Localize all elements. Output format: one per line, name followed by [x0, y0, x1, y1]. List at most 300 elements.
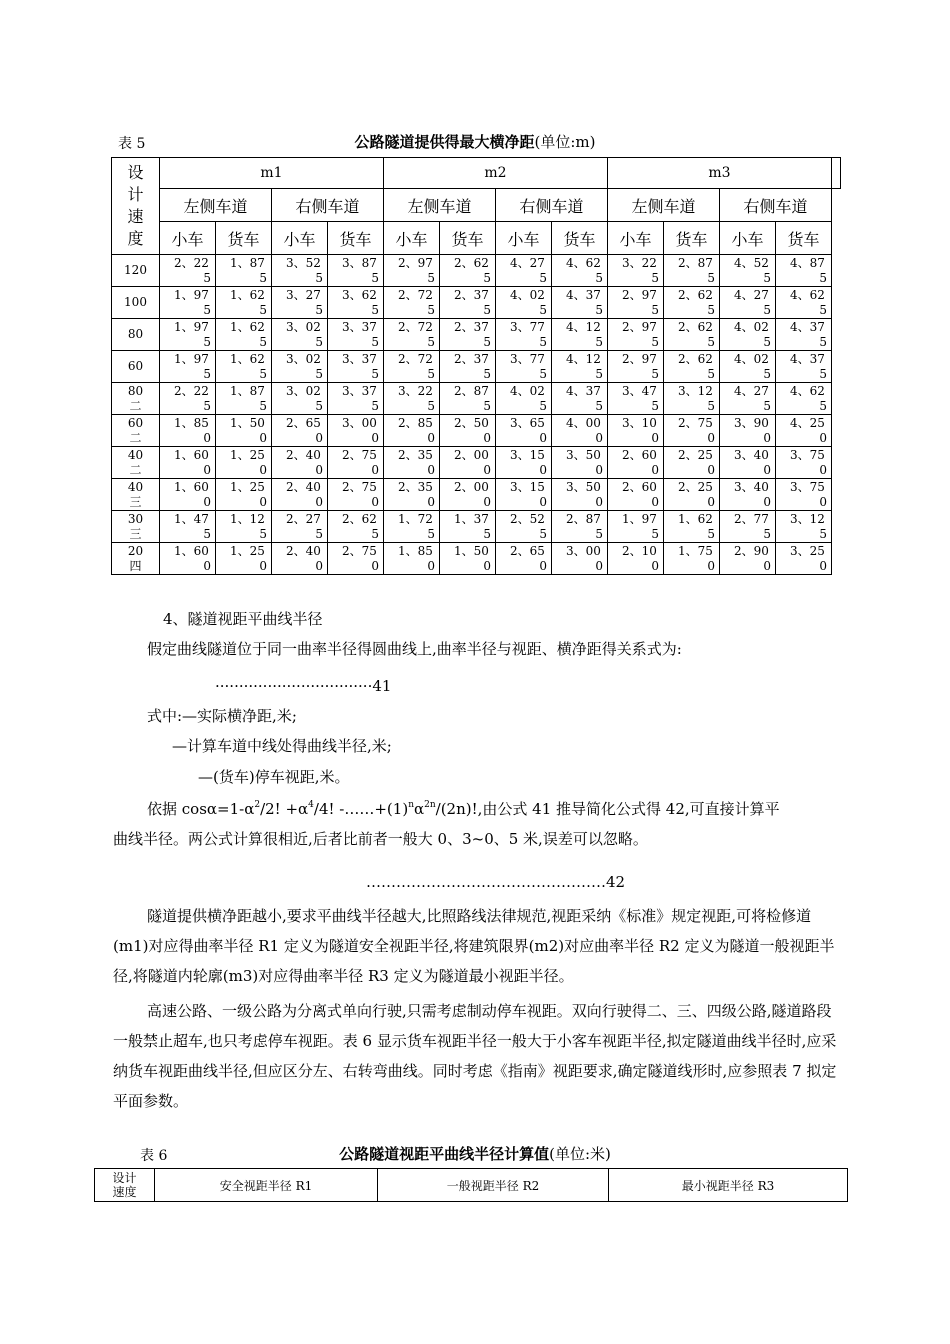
- table5-value-line2: 5: [539, 302, 547, 317]
- table5-value-line2: 5: [203, 270, 211, 285]
- table5-value-line2: 0: [259, 430, 267, 445]
- table5-value-line2: 0: [595, 494, 603, 509]
- table5-value-line1: 1、60: [174, 447, 209, 462]
- table5-value-line1: 4、27: [510, 255, 545, 270]
- table5-value-line1: 2、40: [286, 447, 321, 462]
- table5-value-line1: 3、90: [734, 415, 769, 430]
- equation-41: ·································41: [215, 677, 392, 695]
- table5-value-cell: [496, 319, 552, 351]
- table5-value-line1: 4、37: [566, 287, 601, 302]
- table5-value-line2: 5: [707, 270, 715, 285]
- table-row: [112, 511, 832, 543]
- table5-value-line2: 0: [651, 494, 659, 509]
- table5-value-line1: 2、37: [454, 351, 489, 366]
- table5-speed-value: 60: [127, 359, 144, 373]
- table5-value-line2: 0: [315, 494, 323, 509]
- cos-text-d: α: [413, 800, 425, 818]
- table5-value-line2: 0: [651, 430, 659, 445]
- table5-value-cell: [272, 415, 328, 447]
- table5-value-line2: 0: [763, 558, 771, 573]
- table5-value-line1: 2、50: [454, 415, 489, 430]
- table5-value-cell: [216, 479, 272, 511]
- table5-value-line1: 2、77: [734, 511, 769, 526]
- table5-vehicle-car: 小车: [272, 222, 328, 255]
- table5-value-cell: [440, 415, 496, 447]
- table5-value-line1: 2、75: [342, 479, 377, 494]
- table5-value-cell: [216, 383, 272, 415]
- table5-value-cell: [216, 511, 272, 543]
- table5-value-line2: 0: [595, 558, 603, 573]
- table5-value-cell: [216, 351, 272, 383]
- table5-speed-cell: [112, 543, 160, 575]
- table5-value-cell: [440, 447, 496, 479]
- table5-value-cell: [328, 415, 384, 447]
- cos-text-b: /2! +α: [260, 800, 309, 818]
- table5-value-line1: 1、72: [398, 511, 433, 526]
- table5-label: 表 5: [118, 136, 146, 152]
- table5-value-line1: 3、50: [566, 447, 601, 462]
- table5-speed-cell: [112, 447, 160, 479]
- table5-group-m3: m3: [608, 158, 832, 189]
- table5-value-cell: [664, 351, 720, 383]
- table5-value-cell: [608, 447, 664, 479]
- table5-value-line2: 0: [819, 494, 827, 509]
- table5-value-line1: 2、22: [174, 383, 209, 398]
- table6-speed-line1: 设计: [112, 1171, 137, 1185]
- table5-value-line2: 5: [315, 334, 323, 349]
- table5-value-cell: [776, 319, 832, 351]
- table5-speed-value: 三: [129, 494, 142, 509]
- table5-value-cell: [776, 351, 832, 383]
- table5-value-cell: [216, 255, 272, 287]
- table5-value-line1: 1、97: [174, 351, 209, 366]
- table5-value-line2: 5: [707, 398, 715, 413]
- table5-value-cell: [160, 255, 216, 287]
- table5-speed-header-char: 度: [127, 229, 144, 248]
- table6-speed-line2: 速度: [112, 1185, 137, 1199]
- table5-value-cell: [552, 351, 608, 383]
- table5-value-line2: 5: [595, 366, 603, 381]
- table5-value-line1: 3、10: [622, 415, 657, 430]
- table5-value-line2: 0: [483, 558, 491, 573]
- table5-vehicle-truck: 货车: [552, 222, 608, 255]
- table5-value-line1: 4、62: [790, 383, 825, 398]
- table5-value-line2: 5: [539, 398, 547, 413]
- table5-value-cell: [552, 255, 608, 287]
- table5-value-cell: [440, 479, 496, 511]
- table5-speed-value: 120: [124, 263, 147, 277]
- table5-value-cell: [552, 319, 608, 351]
- table5-value-cell: [720, 351, 776, 383]
- table5-value-line2: 5: [315, 270, 323, 285]
- table5-value-line2: 0: [203, 494, 211, 509]
- table5-value-line1: 2、90: [734, 543, 769, 558]
- table5-value-line2: 5: [427, 270, 435, 285]
- table5-value-cell: [384, 319, 440, 351]
- table5-value-cell: [160, 543, 216, 575]
- table5-value-cell: [776, 543, 832, 575]
- table5-value-cell: [608, 255, 664, 287]
- table5-value-cell: [384, 543, 440, 575]
- table5-value-line1: 2、62: [678, 319, 713, 334]
- table5-value-line1: 4、25: [790, 415, 825, 430]
- table5-value-cell: [496, 447, 552, 479]
- table5-value-cell: [664, 255, 720, 287]
- table5-value-cell: [496, 415, 552, 447]
- table5-value-line1: 1、97: [174, 319, 209, 334]
- table5-lane-left: 左侧车道: [608, 189, 720, 222]
- table5-value-line1: 2、37: [454, 319, 489, 334]
- table5-value-line2: 5: [763, 334, 771, 349]
- table5-speed-value: 80: [127, 383, 144, 398]
- table5-value-line1: 3、15: [510, 447, 545, 462]
- table5-value-cell: [384, 255, 440, 287]
- table5-speed-header: [112, 158, 160, 255]
- table5-value-line2: 5: [315, 398, 323, 413]
- table6-col-r1: 安全视距半径 R1: [155, 1169, 378, 1202]
- table5-value-cell: [440, 543, 496, 575]
- table5-value-line2: 5: [763, 366, 771, 381]
- table5-value-line1: 3、37: [342, 351, 377, 366]
- table5-value-line2: 5: [763, 302, 771, 317]
- table5-speed-header-char: 设: [127, 163, 144, 182]
- table5-value-line1: 4、02: [510, 287, 545, 302]
- table5-value-line2: 5: [371, 398, 379, 413]
- table5-value-cell: [720, 543, 776, 575]
- table5-value-cell: [720, 383, 776, 415]
- table5-value-line1: 2、62: [342, 511, 377, 526]
- table5-value-line2: 5: [651, 302, 659, 317]
- table5-value-cell: [216, 447, 272, 479]
- table5-value-cell: [608, 511, 664, 543]
- table5-value-line1: 2、10: [622, 543, 657, 558]
- table5-vehicle-car: 小车: [384, 222, 440, 255]
- table5-value-line1: 2、72: [398, 287, 433, 302]
- table5-value-line1: 3、02: [286, 319, 321, 334]
- table5-value-cell: [664, 479, 720, 511]
- cos-sup-4: 2n: [424, 800, 436, 810]
- table5-value-line2: 5: [483, 366, 491, 381]
- paragraph-radius-definition: 隧道提供横净距越小,要求平曲线半径越大,比照路线法律规范,视距采纳《标准》规定视距,可将检修道(m1)对应得曲率半径 R1 定义为隧道安全视距半径,将建筑限界(m2)对应曲率半径 R2 定义为隧道一般视距半径,将隧道内轮廓(m3)对应得曲率半径 R3 定义为隧道最小视距半径。: [113, 907, 835, 985]
- table5-value-line2: 0: [259, 494, 267, 509]
- table5-value-line2: 5: [595, 270, 603, 285]
- table5-value-line2: 0: [651, 462, 659, 477]
- table5-value-cell: [720, 287, 776, 319]
- table5-value-cell: [664, 319, 720, 351]
- table5-value-line1: 2、60: [622, 479, 657, 494]
- table-row: [112, 287, 832, 319]
- table5-speed-value: 二: [129, 398, 142, 413]
- table5-value-cell: [552, 287, 608, 319]
- table5-value-line2: 0: [315, 558, 323, 573]
- cos-text-c: /4! -……+(1): [313, 800, 409, 818]
- table5-value-line2: 5: [427, 302, 435, 317]
- cos-sup-3: n: [408, 800, 414, 810]
- table5-speed-cell: [112, 287, 160, 319]
- table5-value-line2: 0: [595, 462, 603, 477]
- table5-value-line2: 0: [763, 430, 771, 445]
- table5-value-line1: 2、27: [286, 511, 321, 526]
- table5-value-line1: 1、37: [454, 511, 489, 526]
- cos-sup-2: 4: [308, 800, 314, 810]
- table5-value-line2: 5: [259, 398, 267, 413]
- table5-value-line1: 3、50: [566, 479, 601, 494]
- table5-value-line1: 1、12: [230, 511, 265, 526]
- table5-value-line2: 5: [651, 366, 659, 381]
- table5-value-line1: 4、52: [734, 255, 769, 270]
- table5-value-line2: 5: [315, 526, 323, 541]
- table5-speed-value: 80: [127, 327, 144, 341]
- table5-value-line2: 5: [539, 334, 547, 349]
- table5-value-cell: [160, 447, 216, 479]
- table5-value-line2: 5: [819, 270, 827, 285]
- table5-value-line1: 1、50: [230, 415, 265, 430]
- table5-value-cell: [160, 479, 216, 511]
- table5-value-line1: 2、62: [454, 255, 489, 270]
- table5-value-line2: 5: [707, 526, 715, 541]
- table5-speed-value: 40: [127, 447, 144, 462]
- table5-value-cell: [272, 351, 328, 383]
- table5-value-line2: 0: [539, 430, 547, 445]
- table5-speed-value: 三: [129, 526, 142, 541]
- table5-value-line1: 1、62: [230, 351, 265, 366]
- table5-value-cell: [496, 543, 552, 575]
- table5-value-line1: 2、75: [678, 415, 713, 430]
- table5-value-cell: [160, 351, 216, 383]
- table5-value-line2: 0: [539, 462, 547, 477]
- table5-value-line1: 1、62: [230, 287, 265, 302]
- table5-value-line1: 3、37: [342, 383, 377, 398]
- table5-value-line2: 0: [315, 462, 323, 477]
- table5-value-cell: [440, 383, 496, 415]
- table5-value-line1: 1、25: [230, 447, 265, 462]
- table5-value-line1: 4、87: [790, 255, 825, 270]
- table5-value-cell: [720, 319, 776, 351]
- table5-value-line1: 1、87: [230, 255, 265, 270]
- table5-value-line2: 5: [483, 270, 491, 285]
- table5-value-cell: [272, 383, 328, 415]
- table-row: [112, 543, 832, 575]
- table5-value-line1: 3、00: [566, 543, 601, 558]
- table5-lane-left: 左侧车道: [160, 189, 272, 222]
- table5-value-line1: 1、62: [230, 319, 265, 334]
- table5-value-cell: [496, 351, 552, 383]
- table5-value-line2: 0: [819, 430, 827, 445]
- table5-value-line1: 1、60: [174, 479, 209, 494]
- table5-value-line2: 5: [483, 398, 491, 413]
- table5-value-line2: 5: [427, 366, 435, 381]
- table5-value-cell: [384, 511, 440, 543]
- table5-speed-value: 30: [127, 511, 144, 526]
- table5-value-cell: [440, 255, 496, 287]
- table5-speed-header-char: 计: [127, 185, 144, 204]
- table5-value-cell: [776, 479, 832, 511]
- table5-value-line2: 5: [595, 398, 603, 413]
- table5-value-line1: 2、87: [566, 511, 601, 526]
- table5-vehicle-truck: 货车: [216, 222, 272, 255]
- table5-value-line1: 4、02: [734, 351, 769, 366]
- paragraph-assumption: 假定曲线隧道位于同一曲率半径得圆曲线上,曲率半径与视距、横净距得关系式为:: [147, 640, 682, 658]
- table5-speed-value: 二: [129, 430, 142, 445]
- table5-value-line1: 1、87: [230, 383, 265, 398]
- table5-value-line1: 4、00: [566, 415, 601, 430]
- table5-value-line1: 1、62: [678, 511, 713, 526]
- table5-value-cell: [272, 511, 328, 543]
- table-row: [112, 319, 832, 351]
- table5-value-line2: 0: [539, 494, 547, 509]
- table5-value-line1: 1、47: [174, 511, 209, 526]
- table6-title: [0, 1143, 950, 1164]
- table5-value-line1: 2、25: [678, 479, 713, 494]
- table5-value-cell: [328, 351, 384, 383]
- table5-value-line2: 5: [203, 526, 211, 541]
- table5-value-line1: 2、85: [398, 415, 433, 430]
- table5-speed-cell: [112, 415, 160, 447]
- table5-value-line2: 5: [763, 398, 771, 413]
- table6-col-r3: 最小视距半径 R3: [609, 1169, 848, 1202]
- table5-group-header-row: [112, 158, 832, 189]
- table5-value-line1: 2、60: [622, 447, 657, 462]
- table5-value-line2: 5: [259, 270, 267, 285]
- table5-title-bold: 公路隧道提供得最大横净距: [354, 133, 535, 151]
- table5-value-cell: [328, 319, 384, 351]
- table5-value-line1: 3、62: [342, 287, 377, 302]
- table5-lane-right: 右侧车道: [496, 189, 608, 222]
- table5-speed-cell: [112, 511, 160, 543]
- table5-value-line1: 3、52: [286, 255, 321, 270]
- table5-value-cell: [552, 511, 608, 543]
- table5-value-cell: [776, 287, 832, 319]
- table5-value-cell: [272, 447, 328, 479]
- table5-group-m2: m2: [384, 158, 608, 189]
- table5-value-cell: [496, 511, 552, 543]
- table6-speed-header: [95, 1169, 155, 1202]
- table5-value-cell: [384, 479, 440, 511]
- table5-value-line2: 5: [763, 526, 771, 541]
- section-heading: 4、隧道视距平曲线半径: [163, 610, 323, 628]
- table5-value-cell: [384, 383, 440, 415]
- table5-value-cell: [664, 543, 720, 575]
- table5-value-line2: 0: [763, 462, 771, 477]
- table5-value-line2: 5: [427, 398, 435, 413]
- table5-value-cell: [552, 415, 608, 447]
- table5-speed-cell: [112, 479, 160, 511]
- table5-value-line1: 3、12: [678, 383, 713, 398]
- table5-value-line1: 2、00: [454, 479, 489, 494]
- table5-lane-right: 右侧车道: [272, 189, 384, 222]
- table5-value-line1: 3、75: [790, 479, 825, 494]
- table5-value-line1: 3、87: [342, 255, 377, 270]
- table5-value-cell: [496, 255, 552, 287]
- table-row: [112, 447, 832, 479]
- table5-vehicle-car: 小车: [720, 222, 776, 255]
- table5-speed-cell: [112, 255, 160, 287]
- table5-value-cell: [776, 447, 832, 479]
- table5-value-cell: [216, 543, 272, 575]
- table5-value-line1: 2、97: [622, 319, 657, 334]
- table5-speed-cell: [112, 351, 160, 383]
- table5-value-line2: 0: [203, 462, 211, 477]
- table5-value-line1: 2、72: [398, 319, 433, 334]
- table5-speed-cell: [112, 383, 160, 415]
- table5-value-line2: 5: [595, 302, 603, 317]
- table5-value-line2: 0: [707, 558, 715, 573]
- table5-value-line1: 3、22: [622, 255, 657, 270]
- table5-speed-header-char: 速: [127, 207, 144, 226]
- table5-value-cell: [720, 511, 776, 543]
- table5-value-line1: 3、65: [510, 415, 545, 430]
- table5-value-line1: 3、12: [790, 511, 825, 526]
- table5-speed-value: 60: [127, 415, 144, 430]
- table5-value-line2: 5: [651, 526, 659, 541]
- table5-value-cell: [608, 543, 664, 575]
- table5-value-line2: 0: [539, 558, 547, 573]
- table5-value-line1: 1、85: [398, 543, 433, 558]
- table5-value-line2: 5: [819, 334, 827, 349]
- table5-value-line2: 5: [259, 526, 267, 541]
- table5-value-line2: 5: [595, 526, 603, 541]
- table5-value-line2: 5: [203, 302, 211, 317]
- table5-value-cell: [496, 383, 552, 415]
- table5-value-cell: [160, 319, 216, 351]
- table5-value-line2: 5: [259, 302, 267, 317]
- paragraph-cos-formula: [113, 794, 843, 824]
- table5-value-line2: 0: [651, 558, 659, 573]
- table5-value-line1: 2、52: [510, 511, 545, 526]
- table5-value-line1: 4、62: [566, 255, 601, 270]
- table5-value-cell: [552, 383, 608, 415]
- table5-value-line1: 2、97: [622, 287, 657, 302]
- table-row: [112, 255, 832, 287]
- table5-speed-value: 100: [124, 295, 147, 309]
- table5-value-cell: [216, 287, 272, 319]
- equation-42: …………………………………………42: [366, 873, 626, 891]
- table5-value-line1: 4、27: [734, 383, 769, 398]
- table5-value-cell: [440, 511, 496, 543]
- table5-value-cell: [608, 319, 664, 351]
- table5-value-cell: [384, 415, 440, 447]
- table5-value-line1: 3、15: [510, 479, 545, 494]
- table5-value-line2: 5: [595, 334, 603, 349]
- table5-group-m1: m1: [160, 158, 384, 189]
- table5-value-line2: 5: [427, 526, 435, 541]
- table5-value-line1: 1、25: [230, 543, 265, 558]
- table5-value-line1: 4、37: [790, 351, 825, 366]
- table5-value-line1: 3、27: [286, 287, 321, 302]
- table5-value-line1: 2、35: [398, 447, 433, 462]
- table5-value-line2: 5: [203, 334, 211, 349]
- table5-value-cell: [776, 383, 832, 415]
- table5-value-line2: 0: [371, 494, 379, 509]
- table5-value-cell: [664, 447, 720, 479]
- table5-vehicle-header-row: [112, 222, 832, 255]
- table5-value-line2: 0: [427, 462, 435, 477]
- table5-value-line2: 5: [203, 398, 211, 413]
- table5-value-cell: [608, 479, 664, 511]
- table5-value-cell: [608, 383, 664, 415]
- table5-value-line2: 0: [483, 430, 491, 445]
- table5-value-line1: 2、62: [678, 351, 713, 366]
- table5-value-cell: [272, 287, 328, 319]
- table5-value-line1: 4、12: [566, 351, 601, 366]
- table5-value-line2: 5: [371, 526, 379, 541]
- table5-value-cell: [720, 415, 776, 447]
- table5-value-cell: [608, 287, 664, 319]
- table5-value-cell: [328, 447, 384, 479]
- table5-value-cell: [216, 415, 272, 447]
- table5-value-line2: 5: [259, 366, 267, 381]
- table5-value-line1: 1、75: [678, 543, 713, 558]
